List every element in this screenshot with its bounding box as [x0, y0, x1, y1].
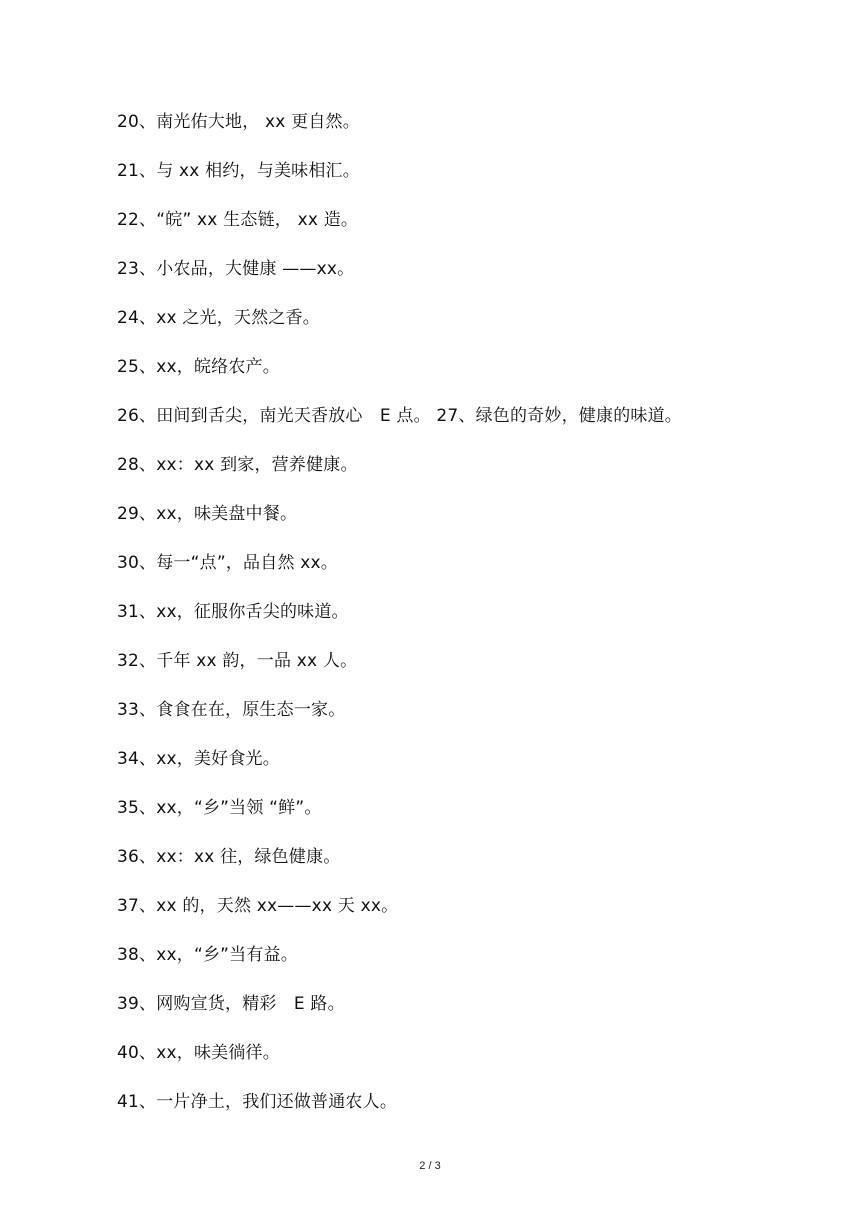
slogan-line: 35、xx，“乡”当领 “鲜”。 [117, 798, 322, 818]
slogan-line: 28、xx：xx 到家，营养健康。 [117, 455, 358, 475]
slogan-line: 32、千年 xx 韵，一品 xx 人。 [117, 651, 358, 671]
slogan-line: 30、每一“点”，品自然 xx。 [117, 553, 338, 573]
slogan-line: 26、田间到舌尖，南光天香放心 E 点。 27、绿色的奇妙，健康的味道。 [117, 406, 683, 426]
slogan-line: 40、xx，味美徜徉。 [117, 1043, 280, 1063]
slogan-line: 25、xx，皖络农产。 [117, 357, 280, 377]
slogan-line: 23、小农品，大健康 ——xx。 [117, 259, 355, 279]
slogan-line: 36、xx：xx 往，绿色健康。 [117, 847, 341, 867]
slogan-list [117, 108, 837, 1137]
slogan-line: 31、xx，征服你舌尖的味道。 [117, 602, 349, 622]
slogan-line: 24、xx 之光，天然之香。 [117, 308, 320, 328]
slogan-line: 41、一片净土，我们还做普通农人。 [117, 1092, 398, 1112]
slogan-line: 39、网购宣货，精彩 E 路。 [117, 994, 345, 1014]
slogan-line: 34、xx，美好食光。 [117, 749, 280, 769]
slogan-line: 22、“皖” xx 生态链， xx 造。 [117, 210, 359, 230]
slogan-line: 38、xx，“乡”当有益。 [117, 945, 298, 965]
slogan-line: 29、xx，味美盘中餐。 [117, 504, 298, 524]
slogan-line: 37、xx 的，天然 xx——xx 天 xx。 [117, 896, 399, 916]
page-number: 2 / 3 [419, 1160, 441, 1172]
slogan-line: 20、南光佑大地， xx 更自然。 [117, 112, 360, 132]
slogan-line: 33、食食在在，原生态一家。 [117, 700, 346, 720]
slogan-line: 21、与 xx 相约，与美味相汇。 [117, 161, 360, 181]
